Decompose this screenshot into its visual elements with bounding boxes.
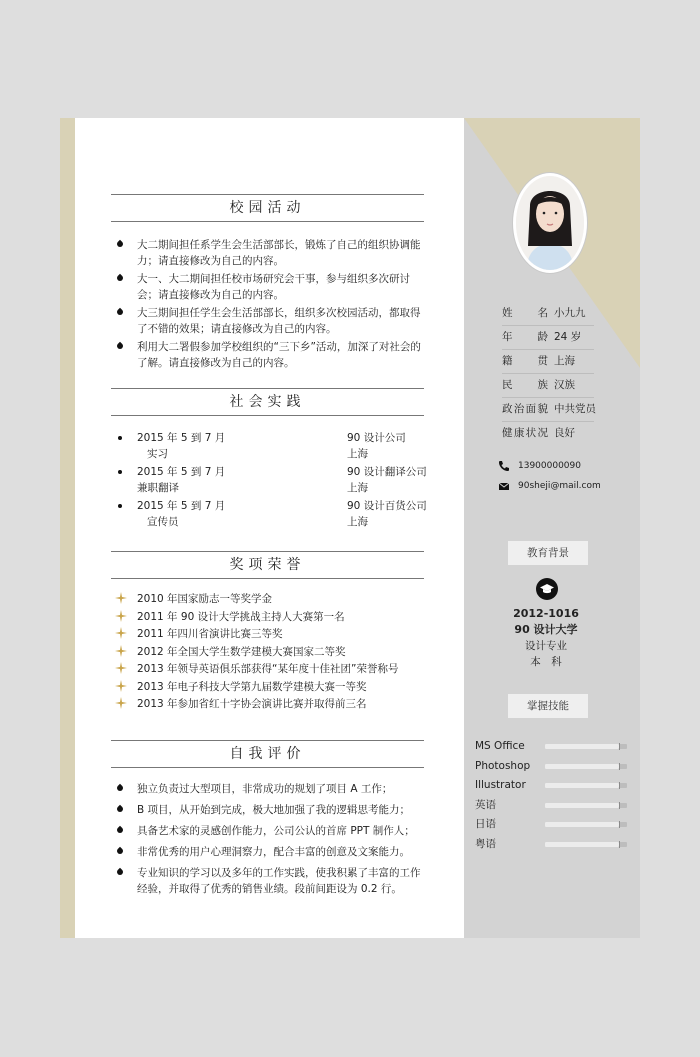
skill-item (475, 836, 635, 856)
info-key: 民族 (502, 379, 548, 391)
list-item: 2011 年四川省演讲比赛三等奖 (115, 626, 427, 642)
list-item: 大一、大二期间担任校市场研究会干事，参与组织多次研讨会；请直接修改为自己的内容。 (115, 271, 427, 303)
info-value: 良好 (554, 427, 575, 439)
practice-city: 上海 (347, 516, 368, 528)
info-key: 政治面貌 (502, 403, 548, 415)
skill-name: Photoshop (475, 759, 531, 772)
info-row (502, 326, 594, 350)
education-label: 教育背景 (508, 541, 588, 565)
list-item (115, 464, 427, 498)
practice-role: 宣传员 (147, 516, 179, 528)
skill-bar (545, 803, 627, 808)
list-item: 专业知识的学习以及多年的工作实践，使我积累了丰富的工作经验，并取得了优秀的销售业绩。段前间距设为 0.2 行。 (115, 865, 427, 897)
list-item: 具备艺术家的灵感创作能力，公司公认的首席 PPT 制作人； (115, 823, 427, 839)
list-item: 非常优秀的用户心理洞察力，配合丰富的创意及文案能力。 (115, 844, 427, 860)
practice-list (115, 430, 427, 532)
list-item: 2010 年国家励志一等奖学金 (115, 591, 427, 607)
graduation-cap-icon (536, 578, 558, 600)
practice-role: 兼职翻译 (137, 482, 179, 494)
info-key: 年龄 (502, 331, 548, 343)
drop-bullet-icon (116, 784, 124, 792)
campus-list (115, 237, 427, 371)
drop-bullet-icon (116, 308, 124, 316)
list-item: 大三期间担任学生会生活部部长，组织多次校园活动，都取得了不错的效果；请直接修改为自己的内容。 (115, 305, 427, 337)
skill-item (475, 797, 635, 817)
info-value: 上海 (554, 355, 575, 367)
practice-date: 2015 年 5 到 7 月 (137, 432, 226, 444)
skill-item (475, 816, 635, 836)
awards-list (115, 591, 427, 712)
skills-label: 掌握技能 (508, 694, 588, 718)
portrait-image (516, 176, 584, 270)
list-item: B 项目，从开始到完成，极大地加强了我的逻辑思考能力； (115, 802, 427, 818)
sparkle-icon (115, 645, 127, 657)
mail-icon (498, 480, 510, 492)
sparkle-icon (115, 697, 127, 709)
main-column (75, 118, 464, 938)
sparkle-icon (115, 662, 127, 674)
drop-bullet-icon (116, 240, 124, 248)
sparkle-icon (115, 592, 127, 604)
dot-bullet-icon (118, 470, 122, 474)
skill-name: 粤语 (475, 837, 496, 850)
sparkle-icon (115, 680, 127, 692)
skills-list (475, 738, 635, 856)
section-title-awards: 奖项荣誉 (111, 551, 424, 579)
practice-date: 2015 年 5 到 7 月 (137, 500, 226, 512)
section-title-self: 自我评价 (111, 740, 424, 768)
left-accent-strip (60, 118, 75, 938)
education-school: 90 设计大学 (514, 623, 578, 636)
list-item: 大二期间担任系学生会生活部部长，锻炼了自己的组织协调能力；请直接修改为自己的内容。 (115, 237, 427, 269)
practice-city: 上海 (347, 482, 368, 494)
info-key: 籍贯 (502, 355, 548, 367)
education-degree: 本 科 (530, 656, 562, 668)
list-item: 2013 年参加省红十字协会演讲比赛并取得前三名 (115, 696, 427, 712)
info-row (502, 302, 594, 326)
skill-item (475, 758, 635, 778)
practice-company: 90 设计公司 (347, 432, 406, 444)
practice-role: 实习 (147, 448, 168, 460)
info-row (502, 422, 594, 445)
skill-name: Illustrator (475, 779, 526, 792)
education-period: 2012-1016 (513, 607, 579, 620)
info-key: 健康状况 (502, 427, 548, 439)
info-value: 小九九 (554, 307, 586, 319)
practice-company: 90 设计百货公司 (347, 500, 427, 512)
list-item: 独立负责过大型项目，非常成功的规划了项目 A 工作； (115, 781, 427, 797)
practice-city: 上海 (347, 448, 368, 460)
sparkle-icon (115, 627, 127, 639)
contact-email (498, 479, 638, 493)
dot-bullet-icon (118, 436, 122, 440)
phone-number: 13900000090 (518, 461, 581, 471)
list-item: 利用大二署假参加学校组织的“三下乡”活动，加深了对社会的了解。请直接修改为自己的内容。 (115, 339, 427, 371)
list-item: 2013 年领导英语俱乐部获得“某年度十佳社团”荣誉称号 (115, 661, 427, 677)
education-major: 设计专业 (525, 640, 567, 652)
drop-bullet-icon (116, 847, 124, 855)
info-value: 汉族 (554, 379, 575, 391)
practice-company: 90 设计翻译公司 (347, 466, 427, 478)
drop-bullet-icon (116, 868, 124, 876)
skill-name: 日语 (475, 818, 496, 831)
info-key: 姓名 (502, 307, 548, 319)
self-evaluation-list (115, 781, 427, 897)
side-panel (464, 118, 640, 938)
list-item: 2012 年全国大学生数学建模大赛国家二等奖 (115, 644, 427, 660)
skill-name: MS Office (475, 740, 525, 752)
dot-bullet-icon (118, 504, 122, 508)
avatar (512, 172, 588, 274)
drop-bullet-icon (116, 805, 124, 813)
drop-bullet-icon (116, 826, 124, 834)
drop-bullet-icon (116, 274, 124, 282)
section-title-practice: 社会实践 (111, 388, 424, 416)
skill-bar (545, 842, 627, 847)
resume-page (60, 118, 640, 938)
phone-icon (498, 460, 510, 472)
section-title-campus: 校园活动 (111, 194, 424, 222)
skill-bar (545, 764, 627, 769)
info-row (502, 350, 594, 374)
skill-name: 英语 (475, 798, 496, 811)
skill-item (475, 738, 635, 758)
contact-phone (498, 459, 638, 473)
drop-bullet-icon (116, 342, 124, 350)
skill-bar (545, 783, 627, 788)
info-value: 中共党员 (554, 403, 596, 415)
education-block (484, 606, 608, 670)
info-row (502, 374, 594, 398)
list-item: 2011 年 90 设计大学挑战主持人大赛第一名 (115, 609, 427, 625)
list-item (115, 430, 427, 464)
list-item: 2013 年电子科技大学第九届数学建模大赛一等奖 (115, 679, 427, 695)
skill-bar (545, 822, 627, 827)
skill-item (475, 777, 635, 797)
sparkle-icon (115, 610, 127, 622)
practice-date: 2015 年 5 到 7 月 (137, 466, 226, 478)
profile-info (502, 302, 594, 445)
info-value: 24 岁 (554, 331, 582, 343)
skill-bar (545, 744, 627, 749)
info-row (502, 398, 594, 422)
list-item (115, 498, 427, 532)
email-address: 90sheji@mail.com (518, 481, 601, 491)
